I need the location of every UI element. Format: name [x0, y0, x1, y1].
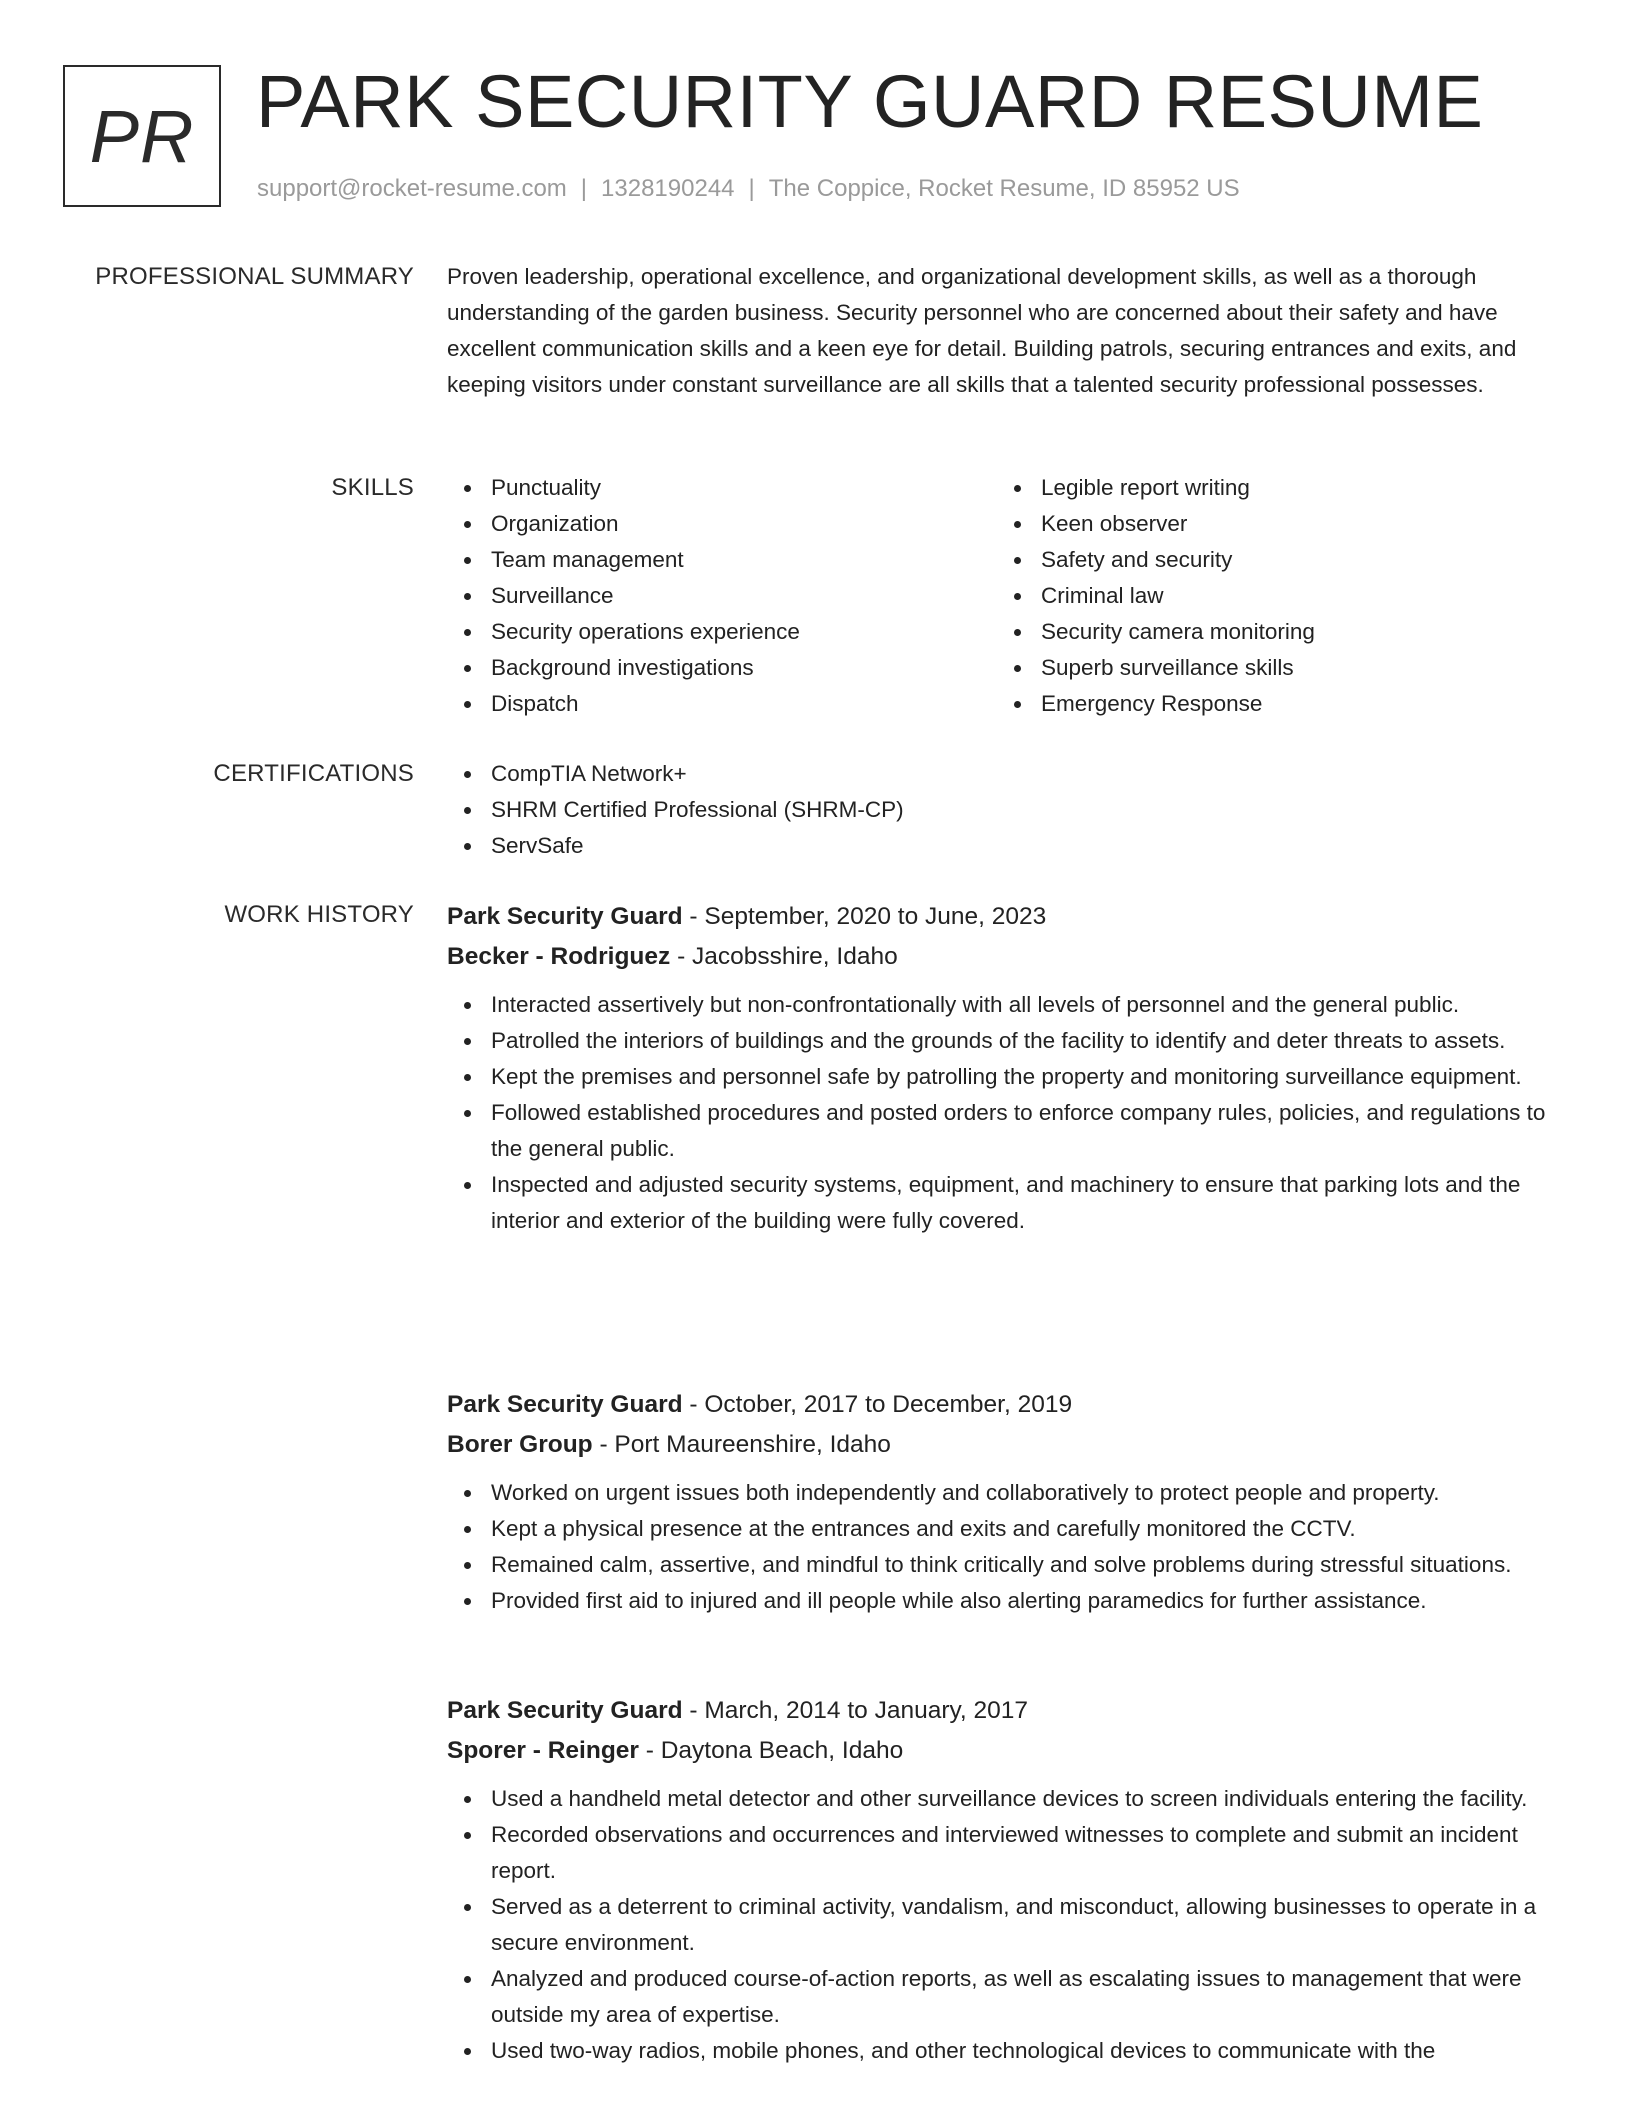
certifications-list: [447, 756, 1557, 864]
section-label-work-history: WORK HISTORY: [224, 901, 414, 928]
list-item: CompTIA Network+: [447, 756, 1557, 792]
job-bullets: [447, 1475, 1557, 1619]
list-item: Kept the premises and personnel safe by patrolling the property and monitoring surveillance equipment.: [447, 1059, 1557, 1095]
list-item: Security camera monitoring: [997, 614, 1537, 650]
resume-title: PARK SECURITY GUARD RESUME: [256, 60, 1484, 143]
job-company: Sporer - Reinger: [447, 1737, 639, 1764]
list-item: Worked on urgent issues both independently and collaboratively to protect people and property.: [447, 1475, 1557, 1511]
list-item: Team management: [447, 542, 987, 578]
list-item: Background investigations: [447, 650, 987, 686]
list-item: Analyzed and produced course-of-action reports, as well as escalating issues to management that were outside my area of expertise.: [447, 1961, 1557, 2033]
job-dates: - March, 2014 to January, 2017: [682, 1697, 1029, 1724]
job-location: - Jacobsshire, Idaho: [670, 943, 898, 970]
list-item: Interacted assertively but non-confrontationally with all levels of personnel and the general public.: [447, 987, 1557, 1023]
list-item: Remained calm, assertive, and mindful to think critically and solve problems during stressful situations.: [447, 1547, 1557, 1583]
summary-content: [447, 259, 1557, 403]
monogram-badge: [63, 65, 221, 207]
summary-text: Proven leadership, operational excellence, and organizational development skills, as well as a thorough understanding of the garden business. Security personnel who are concerned about their safety and have excellent communication skills and a keen eye for detail. Building patrols, securing entrances and exits, and keeping visitors under constant surveillance are all skills that a talented security professional possesses.: [447, 264, 1517, 397]
job-title: Park Security Guard: [447, 1697, 683, 1724]
section-label-certifications: CERTIFICATIONS: [213, 760, 414, 787]
job-title-line: [447, 1385, 1557, 1425]
job-company: Borer Group: [447, 1431, 593, 1458]
certifications-content: [447, 756, 1557, 864]
list-item: Superb surveillance skills: [997, 650, 1537, 686]
job-dates: - October, 2017 to December, 2019: [682, 1391, 1073, 1418]
job-company-line: [447, 1425, 1557, 1465]
section-label-skills: SKILLS: [331, 474, 414, 501]
list-item: Organization: [447, 506, 987, 542]
list-item: Security operations experience: [447, 614, 987, 650]
list-item: Surveillance: [447, 578, 987, 614]
list-item: Used two-way radios, mobile phones, and other technological devices to communicate with the: [447, 2033, 1557, 2069]
job-entry: [447, 1385, 1557, 1619]
contact-phone: 1328190244: [601, 175, 735, 202]
list-item: ServSafe: [447, 828, 1557, 864]
job-title: Park Security Guard: [447, 1391, 683, 1418]
job-company-line: [447, 1731, 1557, 1771]
list-item: Inspected and adjusted security systems, equipment, and machinery to ensure that parking lots and the interior and exterior of the building were fully covered.: [447, 1167, 1557, 1239]
list-item: Kept a physical presence at the entrances and exits and carefully monitored the CCTV.: [447, 1511, 1557, 1547]
list-item: Served as a deterrent to criminal activity, vandalism, and misconduct, allowing businesses to operate in a secure environment.: [447, 1889, 1557, 1961]
job-entry: [447, 897, 1557, 1239]
list-item: Used a handheld metal detector and other surveillance devices to screen individuals entering the facility.: [447, 1781, 1557, 1817]
job-title-line: [447, 1691, 1557, 1731]
job-company: Becker - Rodriguez: [447, 943, 671, 970]
job-entry: [447, 1691, 1557, 2069]
job-location: - Daytona Beach, Idaho: [638, 1737, 904, 1764]
job-location: - Port Maureenshire, Idaho: [592, 1431, 891, 1458]
list-item: Keen observer: [997, 506, 1537, 542]
list-item: Safety and security: [997, 542, 1537, 578]
skills-list-right: [997, 470, 1537, 722]
contact-separator: |: [580, 175, 588, 202]
job-bullets: [447, 987, 1557, 1239]
contact-address: The Coppice, Rocket Resume, ID 85952 US: [768, 175, 1240, 202]
job-dates: - September, 2020 to June, 2023: [682, 903, 1047, 930]
list-item: Punctuality: [447, 470, 987, 506]
list-item: Legible report writing: [997, 470, 1537, 506]
job-company-line: [447, 937, 1557, 977]
list-item: Patrolled the interiors of buildings and the grounds of the facility to identify and deter threats to assets.: [447, 1023, 1557, 1059]
list-item: Emergency Response: [997, 686, 1537, 722]
list-item: Recorded observations and occurrences and interviewed witnesses to complete and submit an incident report.: [447, 1817, 1557, 1889]
contact-line: [257, 174, 1240, 204]
list-item: Followed established procedures and posted orders to enforce company rules, policies, and regulations to the general public.: [447, 1095, 1557, 1167]
monogram-initials: PR: [89, 94, 195, 178]
contact-email: support@rocket-resume.com: [257, 175, 567, 202]
list-item: SHRM Certified Professional (SHRM-CP): [447, 792, 1557, 828]
job-title-line: [447, 897, 1557, 937]
list-item: Provided first aid to injured and ill people while also alerting paramedics for further assistance.: [447, 1583, 1557, 1619]
job-bullets: [447, 1781, 1557, 2069]
list-item: Criminal law: [997, 578, 1537, 614]
contact-separator: |: [748, 175, 755, 202]
skills-list-left: [447, 470, 987, 722]
list-item: Dispatch: [447, 686, 987, 722]
job-title: Park Security Guard: [447, 903, 683, 930]
section-label-summary: PROFESSIONAL SUMMARY: [95, 263, 414, 290]
